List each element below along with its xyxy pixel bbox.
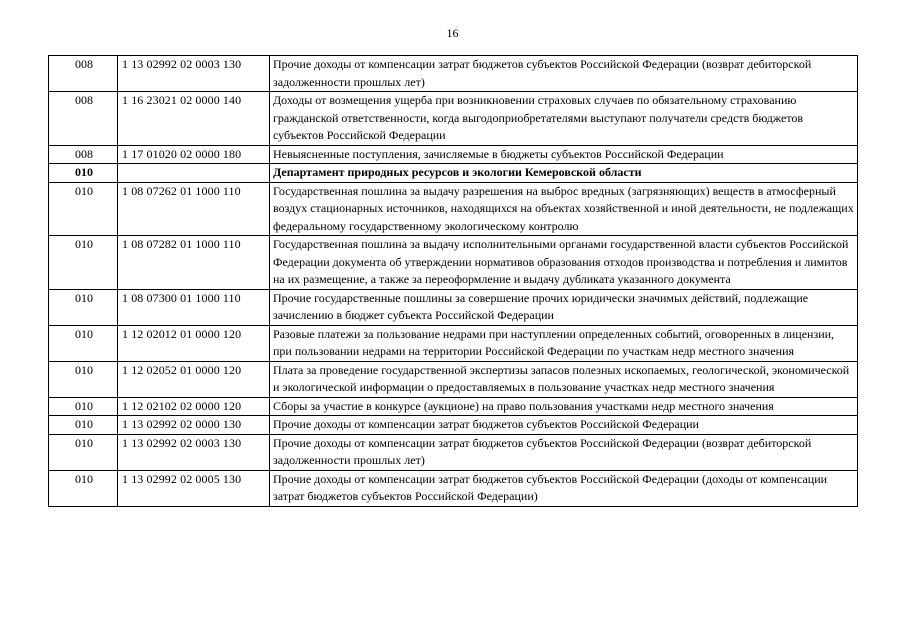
admin-code-cell: 010 [49, 361, 118, 397]
description-cell: Прочие доходы от компенсации затрат бюджетов субъектов Российской Федерации (возврат дебиторской задолженности прошлых лет) [270, 434, 858, 470]
budget-code-cell: 1 08 07262 01 1000 110 [118, 182, 270, 236]
table-body [49, 56, 858, 507]
admin-code-cell: 010 [49, 325, 118, 361]
admin-code-cell: 010 [49, 470, 118, 506]
budget-code-cell: 1 13 02992 02 0003 130 [118, 56, 270, 92]
description-cell: Доходы от возмещения ущерба при возникновении страховых случаев по обязательному страхованию гражданской ответственности, когда выгодоприобретателями выступают получатели средств бюджетов субъектов Российской Федерации [270, 92, 858, 146]
section-header-row [49, 164, 858, 183]
description-cell: Невыясненные поступления, зачисляемые в бюджеты субъектов Российской Федерации [270, 145, 858, 164]
admin-code-cell: 008 [49, 92, 118, 146]
description-cell: Сборы за участие в конкурсе (аукционе) на право пользования участками недр местного значения [270, 397, 858, 416]
admin-code-cell: 008 [49, 56, 118, 92]
revenue-codes-table [48, 55, 858, 507]
description-cell: Разовые платежи за пользование недрами при наступлении определенных событий, оговоренных в лицензии, при пользовании недрами на территории Российской Федерации по участкам недр местного значения [270, 325, 858, 361]
table-row [49, 470, 858, 506]
budget-code-cell: 1 12 02052 01 0000 120 [118, 361, 270, 397]
table-row [49, 92, 858, 146]
description-cell: Прочие доходы от компенсации затрат бюджетов субъектов Российской Федерации [270, 416, 858, 435]
table-row [49, 325, 858, 361]
table-row [49, 289, 858, 325]
admin-code-cell: 010 [49, 416, 118, 435]
budget-code-cell: 1 17 01020 02 0000 180 [118, 145, 270, 164]
description-cell: Плата за проведение государственной экспертизы запасов полезных ископаемых, геологической, экономической и экологической информации о предоставляемых в пользование участках недр местного значения [270, 361, 858, 397]
budget-code-cell: 1 08 07282 01 1000 110 [118, 236, 270, 290]
admin-code-cell: 010 [49, 434, 118, 470]
table-row [49, 434, 858, 470]
description-cell: Прочие государственные пошлины за совершение прочих юридически значимых действий, подлежащие зачислению в бюджет субъекта Российской Федерации [270, 289, 858, 325]
admin-code-cell: 010 [49, 397, 118, 416]
admin-code-cell: 010 [49, 236, 118, 290]
department-title-cell: Департамент природных ресурсов и экологии Кемеровской области [270, 164, 858, 183]
description-cell: Прочие доходы от компенсации затрат бюджетов субъектов Российской Федерации (возврат дебиторской задолженности прошлых лет) [270, 56, 858, 92]
description-cell: Прочие доходы от компенсации затрат бюджетов субъектов Российской Федерации (доходы от компенсации затрат бюджетов субъектов Российской Федерации) [270, 470, 858, 506]
table-row [49, 416, 858, 435]
budget-code-cell: 1 12 02102 02 0000 120 [118, 397, 270, 416]
page-number: 16 [446, 26, 459, 40]
budget-code-cell: 1 12 02012 01 0000 120 [118, 325, 270, 361]
budget-code-cell: 1 13 02992 02 0000 130 [118, 416, 270, 435]
admin-code-cell: 010 [49, 164, 118, 183]
admin-code-cell: 008 [49, 145, 118, 164]
budget-code-cell [118, 164, 270, 183]
budget-code-cell: 1 13 02992 02 0003 130 [118, 434, 270, 470]
budget-code-cell: 1 08 07300 01 1000 110 [118, 289, 270, 325]
table-row [49, 182, 858, 236]
description-cell: Государственная пошлина за выдачу разрешения на выброс вредных (загрязняющих) веществ в атмосферный воздух стационарных источников, находящихся на объектах хозяйственной и иной деятельности, не подлежащих федеральному государственному экологическому контролю [270, 182, 858, 236]
table-row [49, 56, 858, 92]
admin-code-cell: 010 [49, 182, 118, 236]
budget-code-cell: 1 13 02992 02 0005 130 [118, 470, 270, 506]
table-row [49, 397, 858, 416]
description-cell: Государственная пошлина за выдачу исполнительными органами государственной власти субъектов Российской Федерации документа об утверждении нормативов образования отходов производства и потребления и лимитов на их размещение, а также за переоформление и выдачу дубликата указанного документа [270, 236, 858, 290]
table-row [49, 361, 858, 397]
table-row [49, 236, 858, 290]
table-row [49, 145, 858, 164]
admin-code-cell: 010 [49, 289, 118, 325]
budget-code-cell: 1 16 23021 02 0000 140 [118, 92, 270, 146]
